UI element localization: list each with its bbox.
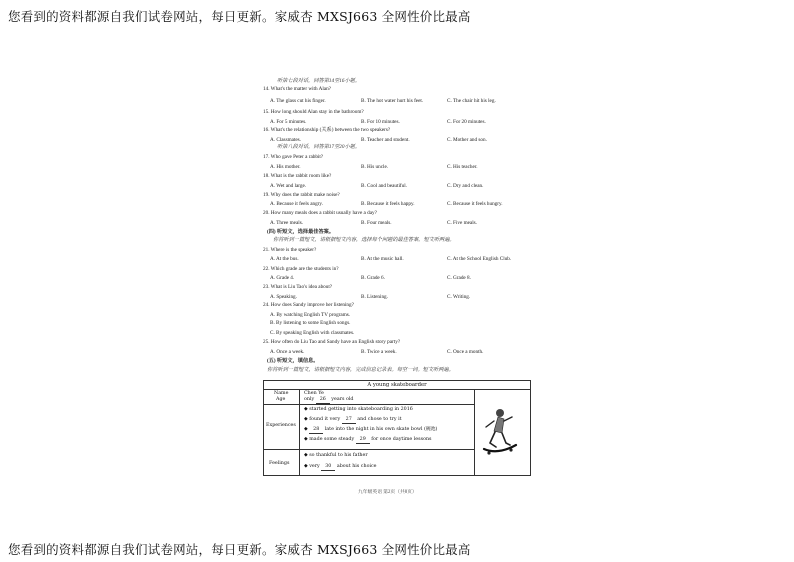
q25-option-b: B. Twice a week. <box>361 349 397 355</box>
q18-option-b: B. Cool and beautiful. <box>361 183 407 189</box>
bottom-banner: 您看到的资料都源自我们试卷网站，每日更新。家威杏 MXSJ663 全网性价比最高 <box>8 542 471 557</box>
experience-3 <box>304 427 437 434</box>
q21-option-c: C. At the School English Club. <box>447 256 512 262</box>
q24-stem: 24. How does Sandy improve her listening? <box>263 302 354 308</box>
experience-2-pre: ◆ found it very <box>304 417 341 422</box>
q22-option-c: C. Grade 8. <box>447 275 471 281</box>
q21-stem: 21. Where is the speaker? <box>263 247 317 253</box>
q16-option-a: A. Classmates. <box>270 137 301 143</box>
table-divider <box>474 389 475 475</box>
q24-option-a: A. By watching English TV programs. <box>270 312 351 318</box>
q17-option-c: C. His teacher. <box>447 164 478 170</box>
experience-3-post: late into the night in his own skate bowl (碗池) <box>324 427 438 432</box>
age-row <box>304 397 353 404</box>
experience-1: ◆ started getting into skateboarding in 2016 <box>304 407 413 412</box>
q24-option-b: B. By listening to some English songs. <box>270 320 351 326</box>
q14-option-b: B. The hot water hurt his feet. <box>361 98 424 104</box>
q23-stem: 23. What is Liu Tao's idea about? <box>263 284 333 290</box>
section4-instructions: 你将听到一篇短文，请根据短文内容，选择每个问题的最佳答案。短文听两遍。 <box>273 237 455 243</box>
q25-stem: 25. How often do Liu Tao and Sandy have an English story party? <box>263 339 401 345</box>
name-value: Chen Ye <box>304 391 324 396</box>
feeling-2 <box>304 464 377 471</box>
experience-4 <box>304 437 432 444</box>
q20-option-b: B. Four meals. <box>361 220 392 226</box>
experience-4-post: for once daytime lessons <box>371 437 432 442</box>
experience-3-pre: ◆ <box>304 427 308 432</box>
q18-stem: 18. What is the rabbit room like? <box>263 173 332 179</box>
q19-option-b: B. Because it feels happy. <box>361 201 415 207</box>
skateboarder-icon <box>480 407 520 459</box>
q22-option-b: B. Grade 6. <box>361 275 385 281</box>
q22-option-a: A. Grade 4. <box>270 275 295 281</box>
age-post: years old <box>331 397 354 402</box>
q14-option-c: C. The chair hit his leg. <box>447 98 496 104</box>
blank-29: 29 <box>356 437 370 444</box>
age-label: Age <box>276 397 286 402</box>
q15-option-c: C. For 20 minutes. <box>447 119 486 125</box>
q20-option-c: C. Five meals. <box>447 220 477 226</box>
q23-option-b: B. Listening. <box>361 294 388 300</box>
q15-stem: 15. How long should Alan stay in the bathroom? <box>263 109 364 115</box>
top-banner: 您看到的资料都源自我们试卷网站，每日更新。家威杏 MXSJ663 全网性价比最高 <box>8 9 471 24</box>
blank-26: 26 <box>316 397 330 404</box>
q19-option-c: C. Because it feels hungry. <box>447 201 503 207</box>
q19-stem: 19. Why does the rabbit make noise? <box>263 192 340 198</box>
q20-stem: 20. How many meals does a rabbit usually have a day? <box>263 210 377 216</box>
q18-option-a: A. Wet and large. <box>270 183 307 189</box>
feeling-2-post: about his choice <box>336 464 377 469</box>
experience-2-post: and chose to try it <box>357 417 402 422</box>
table-divider <box>264 404 474 405</box>
blank-30: 30 <box>321 464 335 471</box>
experience-4-pre: ◆ made some steady <box>304 437 355 442</box>
table-divider <box>264 449 474 450</box>
section5-heading: (五) 听短文，填信息。 <box>267 358 319 364</box>
q17-option-a: A. His mother. <box>270 164 301 170</box>
q15-option-a: A. For 5 minutes. <box>270 119 307 125</box>
experience-2 <box>304 417 402 424</box>
q16-option-c: C. Mother and son. <box>447 137 487 143</box>
q21-option-a: A. At the bus. <box>270 256 299 262</box>
name-label: Name <box>274 391 289 396</box>
q21-option-b: B. At the music hall. <box>361 256 404 262</box>
q20-option-a: A. Three meals. <box>270 220 304 226</box>
q17-stem: 17. Who gave Peter a rabbit? <box>263 154 324 160</box>
q16-stem: 16. What's the relationship (关系) between the two speakers? <box>263 127 391 133</box>
dialogue7-note: 听第七段对话，回答第14至16小题。 <box>277 78 361 84</box>
section5-instructions: 你将听到一篇短文，请根据短文内容，完成信息记录表。每空一词。短文听两遍。 <box>267 367 454 373</box>
q19-option-a: A. Because it feels angry. <box>270 201 323 207</box>
q25-option-c: C. Once a month. <box>447 349 484 355</box>
q24-option-c: C. By speaking English with classmates. <box>270 330 355 336</box>
q14-stem: 14. What's the matter with Alan? <box>263 86 331 92</box>
experiences-label: Experiences <box>266 423 296 428</box>
dialogue8-note: 听第八段对话，回答第17至20小题。 <box>277 144 361 150</box>
q16-option-b: B. Teacher and student. <box>361 137 410 143</box>
q17-option-b: B. His uncle. <box>361 164 389 170</box>
q25-option-a: A. Once a week. <box>270 349 305 355</box>
q18-option-c: C. Dry and clean. <box>447 183 484 189</box>
feelings-label: Feelings <box>269 461 290 466</box>
q15-option-b: B. For 10 minutes. <box>361 119 400 125</box>
section4-heading: (四) 听短文，选择最佳答案。 <box>267 229 335 235</box>
page-footer: 九年级英语 第2页（共8页） <box>358 490 417 495</box>
blank-27: 27 <box>342 417 356 424</box>
table-title: A young skateboarder <box>264 381 530 390</box>
age-pre: only <box>304 397 315 402</box>
feeling-2-pre: ◆ very <box>304 464 320 469</box>
table-divider <box>299 389 300 475</box>
q23-option-c: C. Writing. <box>447 294 471 300</box>
feeling-1: ◆ so thankful to his father <box>304 453 368 458</box>
q22-stem: 22. Which grade are the students in? <box>263 266 339 272</box>
blank-28: 28 <box>309 427 323 434</box>
q14-option-a: A. The glass cut his finger. <box>270 98 326 104</box>
q23-option-a: A. Speaking. <box>270 294 297 300</box>
